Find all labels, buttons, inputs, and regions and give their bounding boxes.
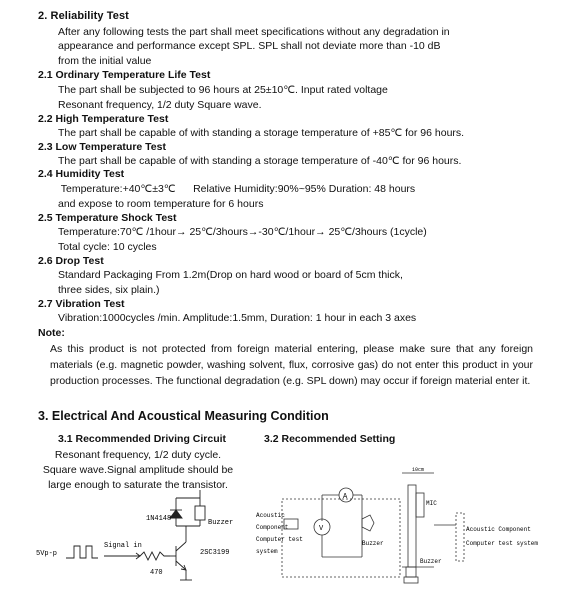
test-2-4-title: 2.4 Humidity Test (38, 168, 125, 180)
sub-3-1-line-2: Square wave.Signal amplitude should be (42, 464, 234, 476)
test-2-7-title: 2.7 Vibration Test (38, 298, 125, 310)
section-3-title: 3. Electrical And Acoustical Measuring Condition (38, 409, 329, 423)
note-label: Note: (38, 327, 65, 339)
buzzer2-label: Buzzer (420, 558, 442, 565)
circuit-buzzer-label: Buzzer (208, 519, 234, 527)
test-2-6-title: 2.6 Drop Test (38, 255, 104, 267)
note-line-2: materials (e.g. magnetic powder, washing solvent, flux, corrosive gas) do not enter this product in your (50, 359, 533, 371)
mic-label: MIC (426, 500, 437, 507)
intro-line-1: After any following tests the part shall meet specifications without any degradation in (58, 26, 450, 38)
measuring-setting-diagram (256, 465, 561, 599)
sub-3-2-title: 3.2 Recommended Setting (264, 433, 396, 445)
test-2-5-line-1: Temperature:70℃ /1hour→ 25℃/3hours→-30℃/1hour→ 25℃/3hours (1cycle) (58, 226, 427, 238)
ammeter-label: A (343, 493, 348, 501)
intro-line-3: from the initial value (58, 55, 152, 67)
acoustic-label-4: system (256, 548, 278, 555)
voltmeter-label: V (319, 525, 324, 533)
test-2-2-line-1: The part shall be capable of with standing a storage temperature of +85℃ for 96 hours. (58, 127, 465, 139)
acoustic-label-2: Component (256, 524, 289, 531)
test-2-5-line-2: Total cycle: 10 cycles (58, 241, 157, 253)
transistor-label: 2SC3199 (200, 549, 230, 557)
note-line-1: As this product is not protected from foreign material entering, please make sure that any foreign (50, 343, 533, 355)
square-wave (66, 546, 98, 558)
acoustic-label-3: Computer test (256, 536, 303, 543)
test-2-3-line-1: The part shall be capable of with standing a storage temperature of -40℃ for 96 hours. (58, 155, 462, 167)
sub-3-1-title: 3.1 Recommended Driving Circuit (58, 433, 227, 445)
test-2-7-line-1: Vibration:1000cycles /min. Amplitude:1.5mm, Duration: 1 hour in each 3 axes (58, 312, 417, 324)
section-2-title: 2. Reliability Test (38, 10, 129, 22)
side-label-1: Acoustic Component (466, 526, 531, 533)
sub-3-1-line-3: large enough to saturate the transistor. (48, 479, 228, 491)
buzzer-horn (362, 515, 374, 531)
test-2-1-line-1: The part shall be subjected to 96 hours at 25±10℃. Input rated voltage (58, 84, 388, 96)
buzzer-symbol (195, 506, 205, 520)
base-resistor (140, 552, 170, 560)
setting-buzzer-label: Buzzer (362, 540, 384, 547)
sub-3-1-line-1: Resonant frequency, 1/2 duty cycle. (54, 449, 222, 461)
test-2-3-title: 2.3 Low Temperature Test (38, 141, 166, 153)
intro-line-2: appearance and performance except SPL. SPL shall not deviate more than -10 dB (58, 40, 441, 52)
test-2-1-line-2: Resonant frequency, 1/2 duty Square wave. (58, 99, 262, 111)
signal-label: Signal in (104, 542, 142, 550)
source-label: 5Vp-p (36, 550, 58, 558)
diode-label: 1N4148 (146, 515, 172, 523)
test-2-5-title: 2.5 Temperature Shock Test (38, 212, 177, 224)
test-2-4-line-1: Temperature:+40℃±3℃ Relative Humidity:90%~95% Duration: 48 hours (58, 183, 416, 195)
resistor-label: 470 (150, 569, 163, 577)
mic-box (416, 493, 424, 517)
diode (170, 510, 182, 518)
test-2-6-line-1: Standard Packaging From 1.2m(Drop on hard wood or board of 5cm thick, (58, 269, 403, 281)
side-label-2: Computer test system (466, 540, 539, 547)
acoustic-label-1: Acoustic (256, 512, 285, 519)
driving-circuit-diagram (0, 490, 270, 599)
test-2-6-line-2: three sides, six plain.) (58, 284, 160, 296)
test-2-2-title: 2.2 High Temperature Test (38, 113, 169, 125)
dim-top-label: 10cm (412, 467, 425, 473)
test-2-4-line-2: and expose to room temperature for 6 hours (58, 198, 264, 210)
test-2-1-title: 2.1 Ordinary Temperature Life Test (38, 69, 211, 81)
note-line-3: production processes. The functional degradation (e.g. SPL down) may occur if foreign material enter it. (50, 375, 531, 387)
